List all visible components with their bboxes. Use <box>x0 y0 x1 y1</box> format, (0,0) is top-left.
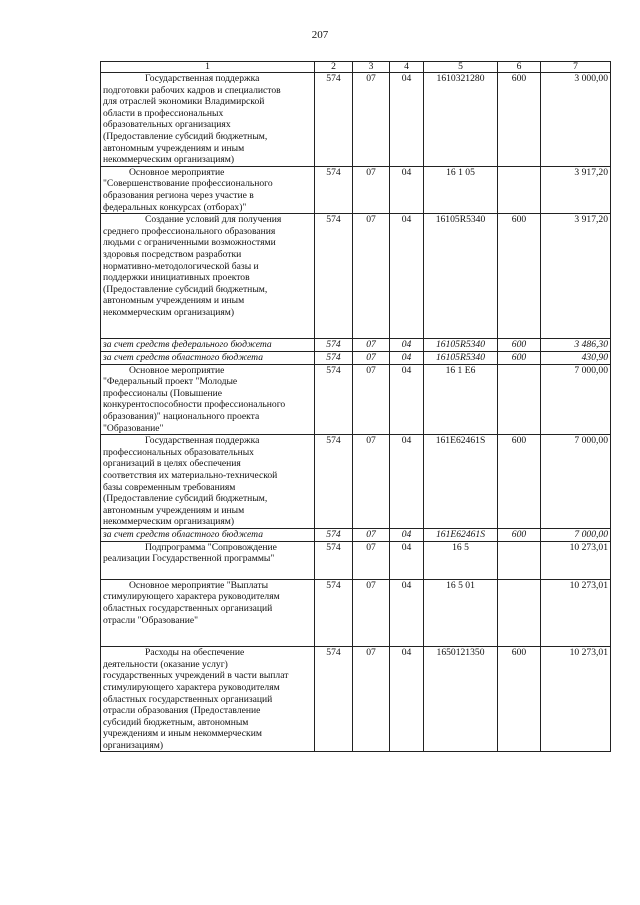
subsection-code-cell: 04 <box>390 214 424 339</box>
item-name-line: (Предоставление субсидий бюджетным, <box>103 493 268 505</box>
table-row <box>101 352 611 365</box>
item-name-line: людьми с ограниченными возможностями <box>103 237 276 249</box>
ministry-code-cell: 574 <box>315 647 353 752</box>
table-row <box>101 339 611 352</box>
row-spacer <box>103 626 312 646</box>
expense-type-cell: 600 <box>498 214 541 339</box>
item-name-line: за счет средств федерального бюджета <box>103 339 272 351</box>
item-name-line: государственных учреждений в части выплат <box>103 670 289 682</box>
table-row <box>101 579 611 646</box>
target-article-cell: 16 5 01 <box>424 579 498 646</box>
section-code-cell: 07 <box>353 435 390 529</box>
item-name-line: отрасли образования (Предоставление <box>103 705 261 717</box>
subsection-code-cell: 04 <box>390 528 424 541</box>
item-name-line: Государственная поддержка <box>145 435 260 447</box>
budget-table <box>100 61 611 752</box>
item-name-line: среднего профессионального образования <box>103 225 276 237</box>
item-name-line: автономным учреждениям и иным <box>103 142 245 154</box>
page-number: 207 <box>311 29 329 41</box>
item-name-line: за счет средств областного бюджета <box>103 528 264 540</box>
item-name-line: Основное мероприятие <box>129 166 225 178</box>
amount-cell: 3 917,20 <box>541 214 611 339</box>
item-name-line: отрасли "Образование" <box>103 614 199 626</box>
ministry-code-cell: 574 <box>315 579 353 646</box>
expense-type-cell: 600 <box>498 647 541 752</box>
target-article-cell: 1610321280 <box>424 73 498 167</box>
row-spacer <box>103 318 312 338</box>
item-name-line: "Совершенствование профессионального <box>103 178 273 190</box>
item-name-line: для отраслей экономики Владимирской <box>103 96 265 108</box>
item-name-line: поддержки инициативных проектов <box>103 272 250 284</box>
target-article-cell: 1650121350 <box>424 647 498 752</box>
item-name-line: автономным учреждениям и иным <box>103 504 245 516</box>
amount-cell: 10 273,01 <box>541 541 611 579</box>
expense-type-cell: 600 <box>498 73 541 167</box>
subsection-code-cell: 04 <box>390 435 424 529</box>
target-article-cell: 161E62461S <box>424 435 498 529</box>
ministry-code-cell: 574 <box>315 364 353 435</box>
item-name-line: (Предоставление субсидий бюджетным, <box>103 130 268 142</box>
section-code-cell: 07 <box>353 364 390 435</box>
table-row <box>101 214 611 339</box>
item-name-line: деятельности (оказание услуг) <box>103 658 228 670</box>
expense-type-cell <box>498 541 541 579</box>
table-row <box>101 73 611 167</box>
ministry-code-cell: 574 <box>315 528 353 541</box>
item-name-line: некоммерческим организациям) <box>103 516 235 528</box>
section-code-cell: 07 <box>353 339 390 352</box>
item-name-cell <box>101 339 315 352</box>
target-article-cell: 16105R5340 <box>424 339 498 352</box>
item-name-line: соответствия их материально-технической <box>103 470 278 481</box>
target-article-cell: 16 1 05 <box>424 166 498 213</box>
item-name-cell <box>101 435 315 529</box>
target-article-cell: 16105R5340 <box>424 352 498 365</box>
section-code-cell: 07 <box>353 541 390 579</box>
header-cell-1: 1 <box>101 62 315 73</box>
table-row <box>101 647 611 752</box>
item-name-line: "Образование" <box>103 422 164 434</box>
subsection-code-cell: 04 <box>390 364 424 435</box>
expense-type-cell: 600 <box>498 435 541 529</box>
expense-type-cell: 600 <box>498 339 541 352</box>
item-name-cell <box>101 352 315 365</box>
item-name-cell <box>101 541 315 579</box>
item-name-cell <box>101 73 315 167</box>
item-name-line: конкурентоспособности профессионального <box>103 399 286 411</box>
section-code-cell: 07 <box>353 647 390 752</box>
expense-type-cell: 600 <box>498 528 541 541</box>
item-name-line: образовательных организациях <box>103 119 231 131</box>
amount-cell: 3 917,20 <box>541 166 611 213</box>
table-row <box>101 435 611 529</box>
item-name-line: за счет средств областного бюджета <box>103 352 264 364</box>
item-name-line: нормативно-методологической базы и <box>103 260 259 272</box>
amount-cell: 10 273,01 <box>541 579 611 646</box>
header-cell-4: 4 <box>390 62 424 73</box>
amount-cell: 7 000,00 <box>541 528 611 541</box>
item-name-cell <box>101 647 315 752</box>
amount-cell: 7 000,00 <box>541 435 611 529</box>
item-name-line: стимулирующего характера руководителям <box>103 681 280 693</box>
item-name-line: области в профессиональных <box>103 107 224 119</box>
ministry-code-cell: 574 <box>315 339 353 352</box>
ministry-code-cell: 574 <box>315 352 353 365</box>
header-cell-3: 3 <box>353 62 390 73</box>
item-name-cell <box>101 166 315 213</box>
item-name-line: некоммерческим организациям) <box>103 306 235 318</box>
subsection-code-cell: 04 <box>390 352 424 365</box>
item-name-line: профессиональных образовательных <box>103 446 254 458</box>
ministry-code-cell: 574 <box>315 73 353 167</box>
table-row <box>101 528 611 541</box>
expense-type-cell <box>498 166 541 213</box>
item-name-line: Подпрограмма "Сопровождение <box>145 541 277 553</box>
item-name-line: образования региона через участие в <box>103 189 254 201</box>
amount-cell: 430,90 <box>541 352 611 365</box>
item-name-line: субсидий бюджетным, автономным <box>103 716 249 728</box>
item-name-line: профессионалы (Повышение <box>103 387 223 399</box>
subsection-code-cell: 04 <box>390 166 424 213</box>
item-name-line: Государственная поддержка <box>145 73 260 84</box>
header-cell-6: 6 <box>498 62 541 73</box>
item-name-line: федеральных конкурсах (отборах)" <box>103 201 247 213</box>
subsection-code-cell: 04 <box>390 647 424 752</box>
item-name-cell <box>101 528 315 541</box>
expense-type-cell: 600 <box>498 352 541 365</box>
item-name-line: "Федеральный проект "Молодые <box>103 376 238 388</box>
ministry-code-cell: 574 <box>315 166 353 213</box>
header-cell-5: 5 <box>424 62 498 73</box>
ministry-code-cell: 574 <box>315 541 353 579</box>
item-name-line: автономным учреждениям и иным <box>103 295 245 307</box>
amount-cell: 3 000,00 <box>541 73 611 167</box>
item-name-line: организациям) <box>103 739 164 751</box>
item-name-line: областных государственных организаций <box>103 602 273 614</box>
expense-type-cell <box>498 579 541 646</box>
subsection-code-cell: 04 <box>390 339 424 352</box>
subsection-code-cell: 04 <box>390 541 424 579</box>
item-name-line: организаций в целях обеспечения <box>103 458 241 470</box>
table-row <box>101 166 611 213</box>
target-article-cell: 16 5 <box>424 541 498 579</box>
header-cell-7: 7 <box>541 62 611 73</box>
table-row <box>101 364 611 435</box>
subsection-code-cell: 04 <box>390 73 424 167</box>
item-name-line: стимулирующего характера руководителям <box>103 591 280 603</box>
item-name-line: реализации Государственной программы" <box>103 553 275 565</box>
target-article-cell: 161E62461S <box>424 528 498 541</box>
section-code-cell: 07 <box>353 579 390 646</box>
target-article-cell: 16105R5340 <box>424 214 498 339</box>
ministry-code-cell: 574 <box>315 214 353 339</box>
item-name-line: образования)" национального проекта <box>103 411 260 423</box>
amount-cell: 10 273,01 <box>541 647 611 752</box>
amount-cell: 3 486,30 <box>541 339 611 352</box>
row-spacer <box>103 565 312 579</box>
header-cell-2: 2 <box>315 62 353 73</box>
item-name-line: Основное мероприятие <box>129 364 225 376</box>
item-name-line: Расходы на обеспечение <box>145 647 245 659</box>
item-name-line: некоммерческим организациям) <box>103 154 235 166</box>
expense-type-cell <box>498 364 541 435</box>
section-code-cell: 07 <box>353 214 390 339</box>
item-name-line: здоровья посредством разработки <box>103 248 242 260</box>
item-name-line: подготовки рабочих кадров и специалистов <box>103 84 281 96</box>
table-row <box>101 541 611 579</box>
target-article-cell: 16 1 Е6 <box>424 364 498 435</box>
item-name-line: учреждениям и иным некоммерческим <box>103 728 262 740</box>
item-name-cell <box>101 364 315 435</box>
item-name-cell <box>101 214 315 339</box>
item-name-line: базы современным требованиям <box>103 481 236 493</box>
ministry-code-cell: 574 <box>315 435 353 529</box>
section-code-cell: 07 <box>353 166 390 213</box>
section-code-cell: 07 <box>353 528 390 541</box>
section-code-cell: 07 <box>353 73 390 167</box>
item-name-line: (Предоставление субсидий бюджетным, <box>103 283 268 295</box>
item-name-cell <box>101 579 315 646</box>
item-name-line: Основное мероприятие "Выплаты <box>129 579 269 591</box>
item-name-line: областных государственных организаций <box>103 693 273 705</box>
header-row <box>101 62 611 73</box>
subsection-code-cell: 04 <box>390 579 424 646</box>
item-name-line: Создание условий для получения <box>145 214 282 226</box>
amount-cell: 7 000,00 <box>541 364 611 435</box>
section-code-cell: 07 <box>353 352 390 365</box>
table-body <box>101 73 611 752</box>
